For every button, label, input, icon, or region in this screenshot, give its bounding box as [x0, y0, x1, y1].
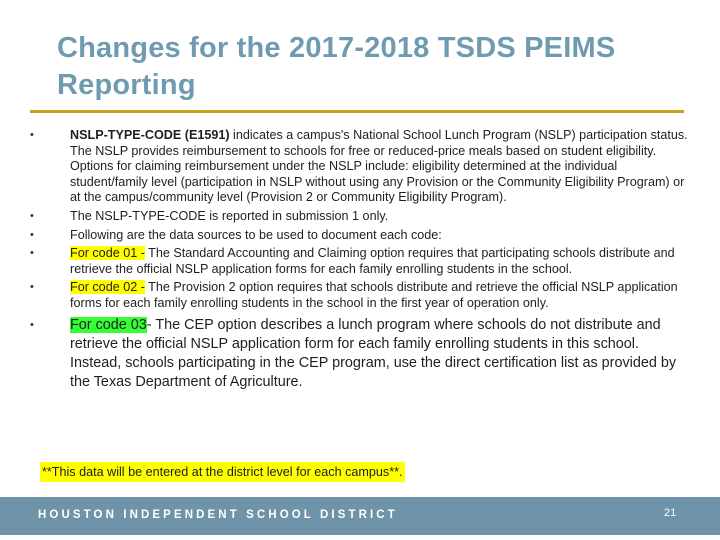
- bullet-code-01: [30, 246, 690, 277]
- page-number: 21: [664, 507, 677, 519]
- bullet-marker: •: [30, 318, 34, 331]
- bullet-submission: [30, 209, 690, 225]
- bullet-marker: •: [30, 228, 34, 241]
- code-label: For code 03: [70, 316, 147, 333]
- bullet-data-sources: [30, 228, 690, 244]
- field-name: NSLP-TYPE-CODE (E1591): [70, 128, 230, 142]
- bullet-text: Following are the data sources to be used to document each code:: [70, 227, 442, 242]
- code-label: For code 01 -: [70, 246, 145, 261]
- bullet-marker: •: [30, 129, 34, 141]
- footer-organization: HOUSTON INDEPENDENT SCHOOL DISTRICT: [38, 509, 398, 521]
- slide-title: Changes for the 2017-2018 TSDS PEIMS Reporting: [57, 32, 616, 101]
- footer-bar: [0, 497, 720, 535]
- bullet-marker: •: [30, 209, 34, 222]
- bullet-text: - The CEP option describes a lunch program where schools do not distribute and retrieve the official NSLP application form for each family enrolling students in this school. Instead, schools participating in the CEP program, use the direct certification list as provided by the Texas Department of Agriculture.: [70, 316, 677, 390]
- bullet-text: indicates a campus's National School Lunch Program (NSLP) participation status. The NSLP provides reimbursement to schools for free or reduced-price meals based on student eligibility. Options for claiming reimbursement under the NSLP include: eligibility determined at the individual student/family level (participation in NSLP without using any Provision or the Community Eligibility Program) or at the campus/community level (Provision 2 or Community Eligibility Program).: [70, 128, 688, 205]
- bullet-marker: •: [30, 281, 34, 294]
- bullet-text: The Standard Accounting and Claiming option requires that participating schools distribute and retrieve the official NSLP application forms for each family enrolling students in the school.: [70, 246, 675, 276]
- bullet-code-03: [30, 316, 690, 392]
- bullet-nslp-type-code: [30, 128, 690, 206]
- bullet-marker: •: [30, 247, 34, 260]
- bullet-list: [30, 128, 690, 395]
- footnote: **This data will be entered at the district level for each campus**.: [40, 462, 405, 482]
- code-label: For code 02 -: [70, 280, 145, 295]
- bullet-text: The NSLP-TYPE-CODE is reported in submission 1 only.: [70, 208, 389, 223]
- bullet-code-02: [30, 280, 690, 311]
- title-divider: [30, 110, 684, 113]
- bullet-text: The Provision 2 option requires that schools distribute and retrieve the official NSLP application forms for each family enrolling students in the school in the first year of operation only.: [70, 280, 678, 310]
